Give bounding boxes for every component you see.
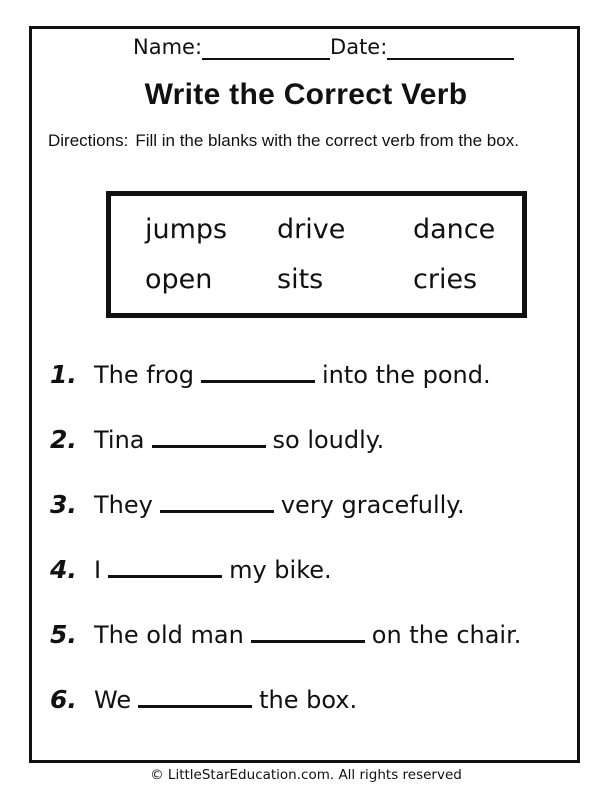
sentence-after: into the pond. (321, 361, 491, 389)
answer-blank[interactable] (108, 575, 222, 578)
sentence-before: The old man (94, 621, 244, 649)
word-bank-word: jumps (145, 213, 228, 245)
word-bank-word: dance (413, 213, 496, 245)
sentence-before: I (94, 556, 102, 584)
sentence-before: They (94, 491, 153, 519)
word-bank-box (106, 191, 527, 318)
answer-blank[interactable] (251, 640, 365, 643)
word-bank-word: drive (277, 213, 346, 245)
item-number: 3. (50, 490, 77, 519)
sentence-after: my bike. (229, 556, 332, 584)
word-bank-word: sits (277, 264, 324, 296)
sentence-item-3 (50, 482, 590, 547)
sentence-item-2 (50, 417, 590, 482)
copyright-footer: © LittleStarEducation.com. All rights reserved (150, 767, 462, 783)
sentence-after: the box. (259, 686, 358, 714)
answer-blank[interactable] (160, 510, 274, 513)
sentence-item-5 (50, 612, 590, 677)
sentence-after: so loudly. (272, 426, 385, 454)
sentence-list (50, 352, 590, 742)
sentence-item-6 (50, 677, 590, 742)
directions-text: Fill in the blanks with the correct verb from the box. (135, 131, 519, 150)
sentence-before: Tina (94, 426, 145, 454)
sentence-before: We (94, 686, 132, 714)
page-title: Write the Correct Verb (144, 78, 468, 111)
answer-blank[interactable] (152, 445, 266, 448)
sentence-item-1 (50, 352, 590, 417)
answer-blank[interactable] (201, 380, 315, 383)
answer-blank[interactable] (138, 705, 252, 708)
word-bank-word: open (145, 264, 213, 296)
directions (48, 128, 570, 154)
item-number: 5. (50, 620, 77, 649)
item-number: 6. (50, 685, 77, 714)
date-blank-line[interactable] (387, 34, 514, 60)
word-bank-word: cries (413, 264, 478, 296)
sentence-after: on the chair. (371, 621, 522, 649)
directions-label: Directions: (48, 131, 129, 150)
name-blank-line[interactable] (202, 34, 330, 60)
name-date-row (133, 34, 514, 60)
sentence-after: very gracefully. (280, 491, 465, 519)
item-number: 2. (50, 425, 77, 454)
item-number: 4. (50, 555, 77, 584)
sentence-before: The frog (94, 361, 194, 389)
sentence-item-4 (50, 547, 590, 612)
date-label: Date: (330, 35, 388, 59)
item-number: 1. (50, 360, 77, 389)
name-label: Name: (133, 35, 203, 59)
